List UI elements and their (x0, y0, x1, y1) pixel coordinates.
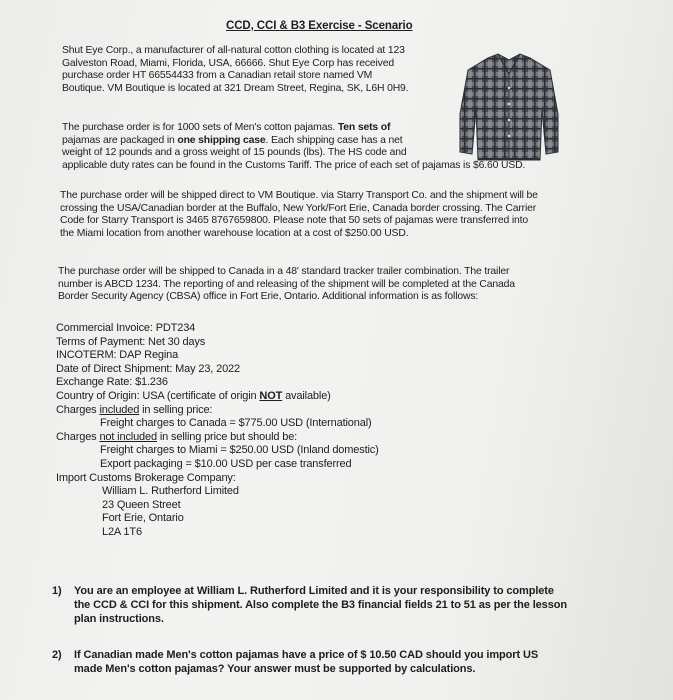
text-span: The purchase order is for 1000 sets of Men's cotton pajamas. (62, 122, 338, 133)
order-paragraph (62, 122, 582, 172)
text-line: made Men's cotton pajamas? Your answer must be supported by calculations. (74, 663, 476, 675)
emphasis-text: NOT (259, 389, 283, 402)
text-span: in selling price but should be: (156, 430, 298, 443)
page-title: CCD, CCI & B3 Exercise - Scenario (226, 20, 413, 32)
origin-line (56, 390, 379, 404)
ship-date-line: Date of Direct Shipment: May 23, 2022 (56, 362, 240, 375)
text-span: pajamas are packaged in (62, 134, 178, 146)
text-line (52, 648, 538, 662)
text-line: The purchase order will be shipped direct to VM Boutique. via Starry Transport Co. and the shipment will be (60, 190, 538, 201)
broker-postal: L2A 1T6 (102, 525, 142, 538)
bold-text: one shipping case (177, 134, 266, 146)
text-span: Charges (56, 430, 100, 443)
underlined-text: included (99, 403, 140, 416)
text-line: number is ABCD 1234. The reporting of and releasing of the shipment will be completed at the Canada (58, 278, 515, 290)
broker-street: 23 Queen Street (102, 498, 181, 511)
underlined-text: not included (99, 430, 157, 443)
shipment-details (56, 322, 379, 540)
text-span: Charges (56, 403, 100, 416)
text-line (52, 584, 567, 598)
text-line: Boutique. VM Boutique is located at 321 Dream Street, Regina, SK, L6H 0H9. (62, 82, 409, 94)
broker-heading: Import Customs Brokerage Company: (56, 471, 236, 484)
broker-city: Fort Erie, Ontario (102, 512, 184, 525)
terms-line: Terms of Payment: Net 30 days (56, 335, 206, 348)
freight-canada-line: Freight charges to Canada = $775.00 USD (International) (100, 417, 372, 430)
question-2 (52, 648, 538, 676)
text-span: in selling price: (139, 403, 213, 416)
text-line: Border Security Agency (CBSA) office in Fort Erie, Ontario. Additional information is as follows: (58, 291, 479, 303)
trailer-paragraph (58, 266, 578, 304)
text-span: You are an employee at William L. Rutherford Limited and it is your responsibility to complete (74, 585, 554, 597)
freight-miami-line: Freight charges to Miami = $250.00 USD (Inland domestic) (100, 444, 379, 457)
bold-text: Ten sets of (337, 122, 391, 133)
text-line: applicable duty rates can be found in the Customs Tariff. The price of each set of pajamas is $6.60 USD. (62, 159, 526, 171)
text-line: Shut Eye Corp., a manufacturer of all-natural cotton clothing is located at 123 (62, 45, 405, 56)
exchange-rate-line: Exchange Rate: $1.236 (56, 376, 168, 389)
shipping-paragraph (60, 190, 580, 240)
question-1 (52, 584, 567, 626)
text-span: available) (282, 389, 331, 402)
text-line: purchase order HT 66554433 from a Canadian retail store named VM (62, 70, 373, 82)
intro-paragraph (62, 45, 442, 95)
text-line: crossing the USA/Canadian border at the Buffalo, New York/Fort Erie, Canada border crossing. The Carrier (60, 202, 537, 214)
text-line: the CCD & CCI for this shipment. Also complete the B3 financial fields 21 to 51 as per the lesson (74, 599, 567, 611)
text-line: weight of 12 pounds and a gross weight of 15 pounds (lbs). The HS code and (62, 147, 407, 159)
text-line (62, 122, 582, 135)
text-line: Code for Starry Transport is 3465 8767659800. Please note that 50 sets of pajamas were transferred into (60, 215, 528, 227)
text-span: Country of Origin: USA (certificate of origin (56, 389, 260, 402)
question-number: 1) (52, 585, 62, 597)
text-line: Galveston Road, Miami, Florida, USA, 66666. Shut Eye Corp has received (62, 57, 394, 69)
charges-included-heading (56, 404, 379, 418)
export-packaging-line: Export packaging = $10.00 USD per case transferred (100, 457, 352, 470)
text-line: the Miami location from another warehouse location at a cost of $250.00 USD. (60, 227, 409, 239)
invoice-line: Commercial Invoice: PDT234 (56, 322, 196, 334)
text-line (62, 135, 582, 148)
text-span: . Each shipping case has a net (265, 134, 403, 146)
text-span: If Canadian made Men's cotton pajamas have a price of $ 10.50 CAD should you import US (74, 649, 539, 661)
text-line: The purchase order will be shipped to Canada in a 48' standard tracker trailer combination. The trailer (58, 266, 510, 277)
incoterm-line: INCOTERM: DAP Regina (56, 349, 179, 362)
text-line: plan instructions. (74, 613, 164, 625)
charges-not-included-heading (56, 431, 379, 445)
question-number: 2) (52, 649, 62, 661)
broker-name: William L. Rutherford Limited (102, 485, 239, 498)
